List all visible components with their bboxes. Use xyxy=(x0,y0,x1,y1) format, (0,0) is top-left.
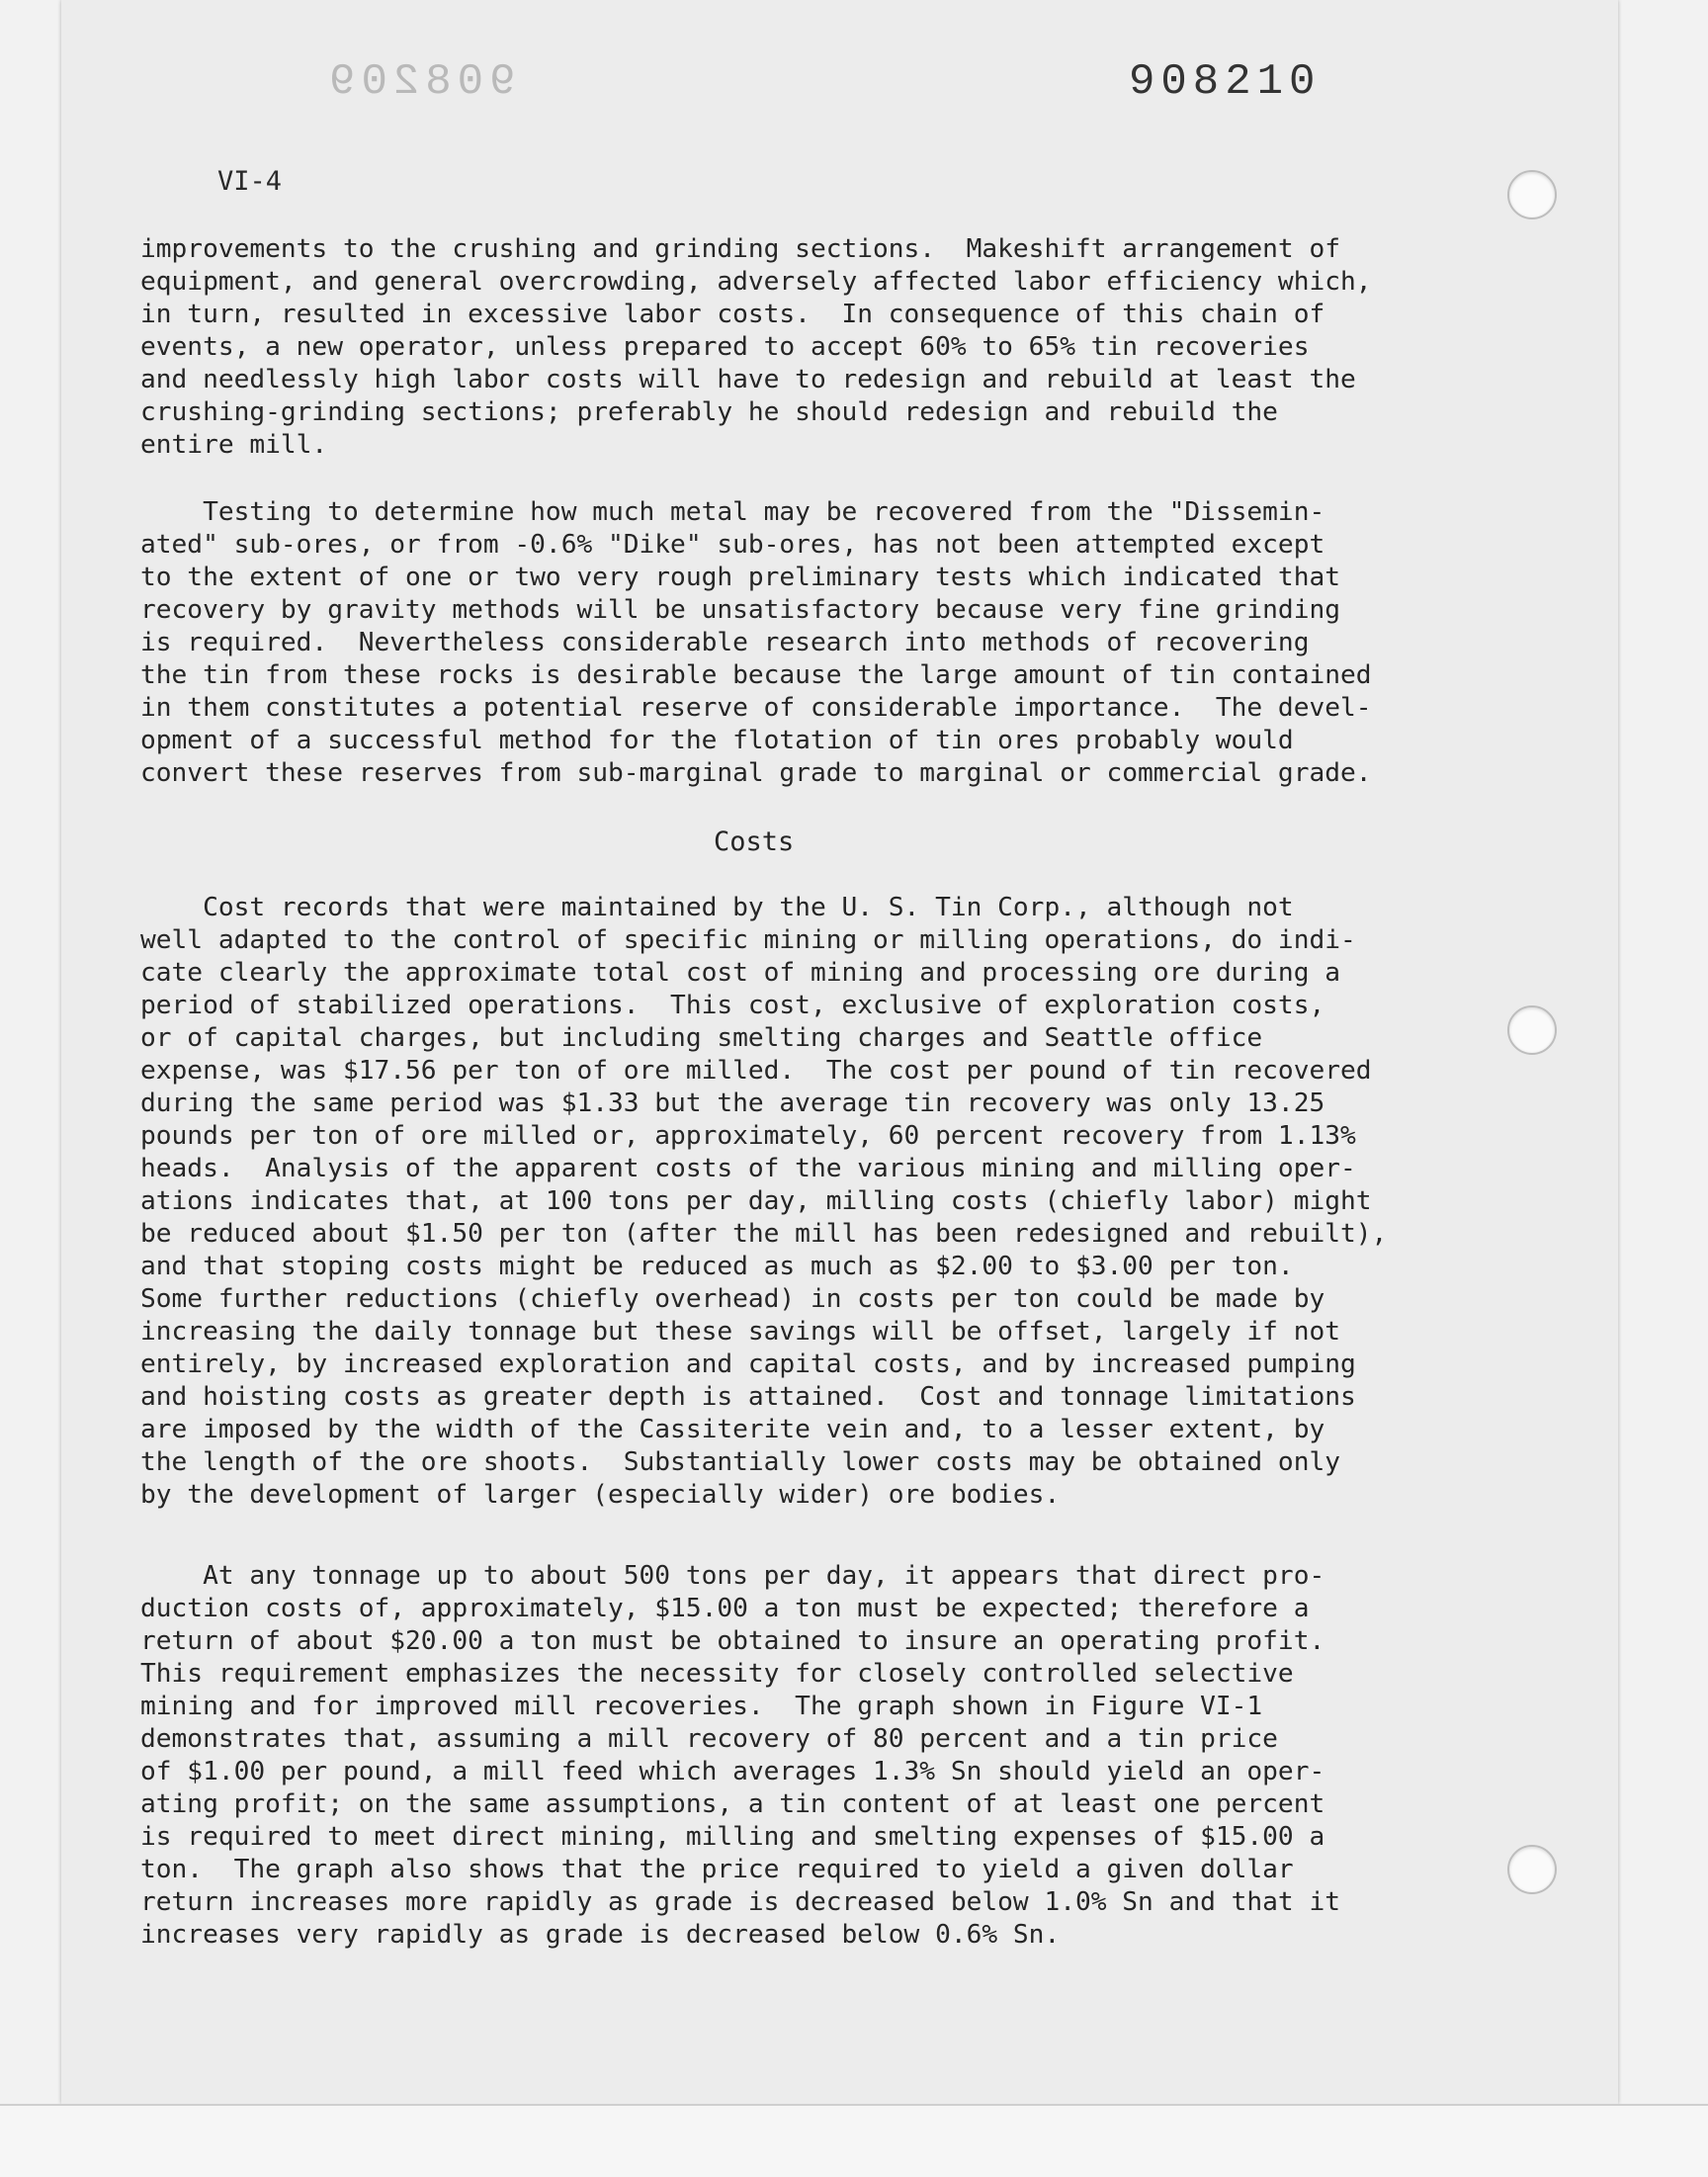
text-line: in them constitutes a potential reserve of considerable importance. The devel- xyxy=(140,693,1372,723)
text-line: Cost records that were maintained by the U. S. Tin Corp., although not xyxy=(140,893,1294,922)
text-line: ations indicates that, at 100 tons per day, milling costs (chiefly labor) might xyxy=(140,1186,1372,1216)
text-line: cate clearly the approximate total cost of mining and processing ore during a xyxy=(140,958,1340,988)
punch-hole-top xyxy=(1507,170,1557,219)
text-line: increasing the daily tonnage but these savings will be offset, largely if not xyxy=(140,1317,1340,1347)
text-line: is required. Nevertheless considerable research into methods of recovering xyxy=(140,628,1310,657)
text-line: return increases more rapidly as grade is decreased below 1.0% Sn and that it xyxy=(140,1887,1340,1917)
text-line: heads. Analysis of the apparent costs of the various mining and milling oper- xyxy=(140,1154,1356,1183)
text-line: equipment, and general overcrowding, adversely affected labor efficiency which, xyxy=(140,267,1372,297)
text-line: ton. The graph also shows that the price required to yield a given dollar xyxy=(140,1855,1294,1884)
text-line: ating profit; on the same assumptions, a tin content of at least one percent xyxy=(140,1789,1325,1819)
punch-hole-middle xyxy=(1507,1005,1557,1055)
text-line: Some further reductions (chiefly overhead) in costs per ton could be made by xyxy=(140,1284,1325,1314)
text-line: and needlessly high labor costs will have to redesign and rebuild at least the xyxy=(140,365,1356,394)
text-line: recovery by gravity methods will be unsatisfactory because very fine grinding xyxy=(140,595,1340,625)
document-number: 908210 xyxy=(1129,57,1322,107)
text-line: pounds per ton of ore milled or, approximately, 60 percent recovery from 1.13% xyxy=(140,1121,1356,1151)
text-line: the tin from these rocks is desirable because the large amount of tin contained xyxy=(140,660,1372,690)
text-line: increases very rapidly as grade is decreased below 0.6% Sn. xyxy=(140,1920,1061,1950)
text-line: opment of a successful method for the flotation of tin ores probably would xyxy=(140,726,1294,755)
text-line: expense, was $17.56 per ton of ore milled. The cost per pound of tin recovered xyxy=(140,1056,1372,1086)
text-line: Testing to determine how much metal may be recovered from the "Dissemin- xyxy=(140,497,1325,527)
text-line: in turn, resulted in excessive labor costs. In consequence of this chain of xyxy=(140,300,1325,329)
text-line: entire mill. xyxy=(140,430,328,460)
document-page xyxy=(61,0,1618,2104)
text-line: improvements to the crushing and grinding sections. Makeshift arrangement of xyxy=(140,234,1340,264)
text-line: demonstrates that, assuming a mill recovery of 80 percent and a tin price xyxy=(140,1724,1278,1754)
text-line: be reduced about $1.50 per ton (after the mill has been redesigned and rebuilt), xyxy=(140,1219,1388,1249)
text-line: duction costs of, approximately, $15.00 a ton must be expected; therefore a xyxy=(140,1594,1310,1623)
text-line: This requirement emphasizes the necessity for closely controlled selective xyxy=(140,1659,1294,1689)
text-line: to the extent of one or two very rough preliminary tests which indicated that xyxy=(140,563,1340,592)
page-identifier: VI-4 xyxy=(217,166,283,197)
text-line: mining and for improved mill recoveries. The graph shown in Figure VI-1 xyxy=(140,1692,1263,1721)
text-line: of $1.00 per pound, a mill feed which averages 1.3% Sn should yield an oper- xyxy=(140,1757,1325,1786)
text-line: return of about $20.00 a ton must be obtained to insure an operating profit. xyxy=(140,1626,1325,1656)
text-line: well adapted to the control of specific mining or milling operations, do indi- xyxy=(140,925,1356,955)
text-line: entirely, by increased exploration and capital costs, and by increased pumping xyxy=(140,1350,1356,1379)
text-line: is required to meet direct mining, milling and smelting expenses of $15.00 a xyxy=(140,1822,1325,1852)
text-line: or of capital charges, but including smelting charges and Seattle office xyxy=(140,1023,1263,1053)
section-heading-costs: Costs xyxy=(714,827,795,857)
text-line: ated" sub-ores, or from -0.6% "Dike" sub-ores, has not been attempted except xyxy=(140,530,1325,560)
text-line: events, a new operator, unless prepared to accept 60% to 65% tin recoveries xyxy=(140,332,1310,362)
text-line: crushing-grinding sections; preferably he should redesign and rebuild the xyxy=(140,397,1278,427)
text-line: At any tonnage up to about 500 tons per day, it appears that direct pro- xyxy=(140,1561,1325,1591)
ghost-document-number: 908209 xyxy=(323,57,516,107)
text-line: period of stabilized operations. This cost, exclusive of exploration costs, xyxy=(140,991,1325,1020)
text-line: by the development of larger (especially wider) ore bodies. xyxy=(140,1480,1061,1510)
text-line: and that stoping costs might be reduced as much as $2.00 to $3.00 per ton. xyxy=(140,1252,1294,1281)
text-line: the length of the ore shoots. Substantially lower costs may be obtained only xyxy=(140,1447,1340,1477)
text-line: during the same period was $1.33 but the average tin recovery was only 13.25 xyxy=(140,1088,1325,1118)
text-line: are imposed by the width of the Cassiterite vein and, to a lesser extent, by xyxy=(140,1415,1325,1444)
punch-hole-bottom xyxy=(1507,1845,1557,1894)
text-line: and hoisting costs as greater depth is attained. Cost and tonnage limitations xyxy=(140,1382,1356,1412)
text-line: convert these reserves from sub-marginal grade to marginal or commercial grade. xyxy=(140,758,1372,788)
scanner-bottom-margin xyxy=(0,2104,1708,2177)
